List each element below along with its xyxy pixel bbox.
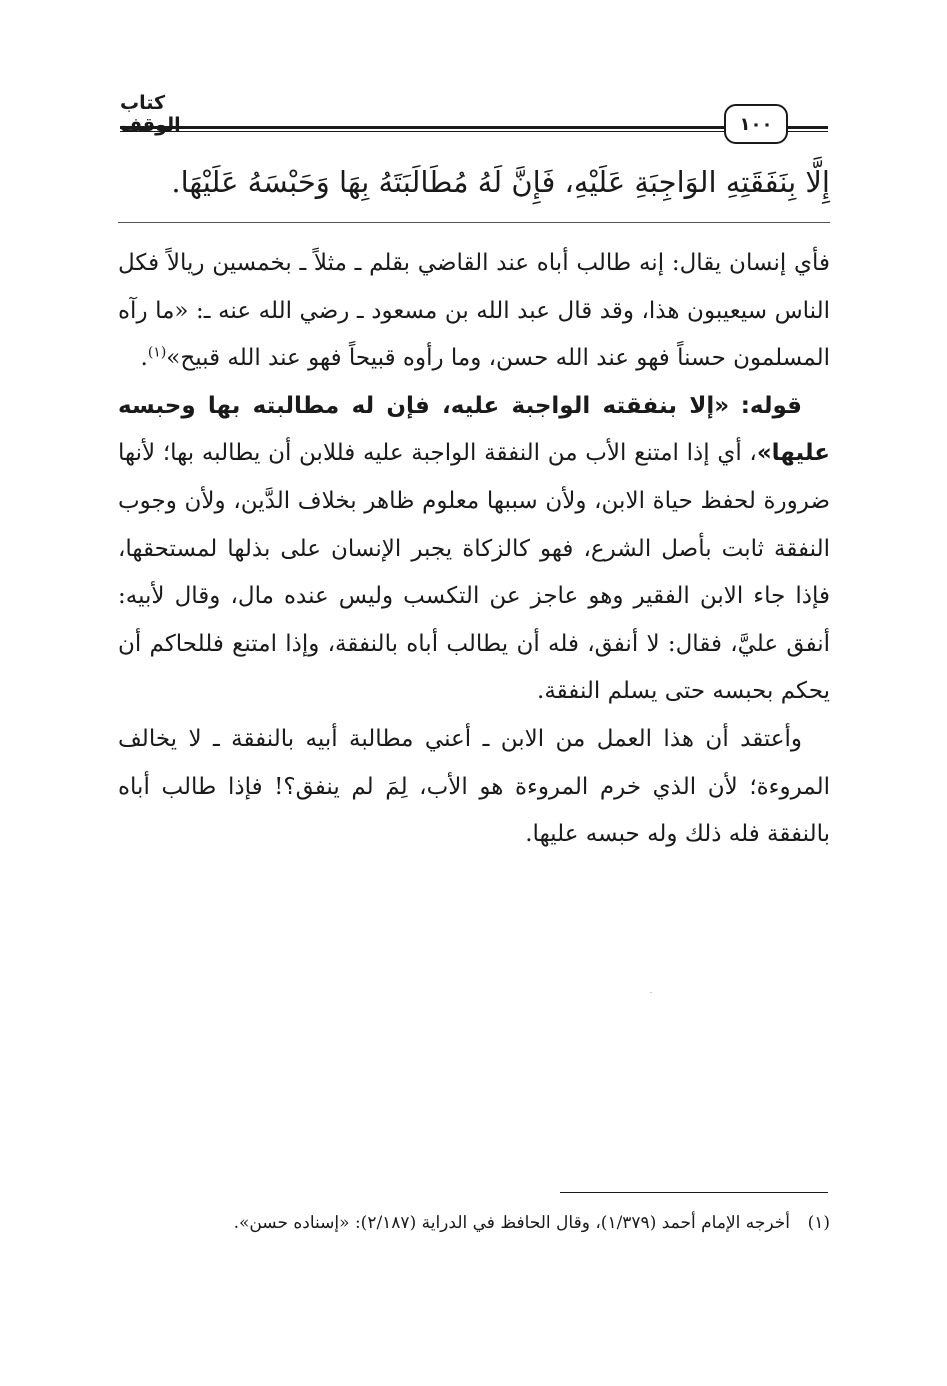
header-rule-right [786,126,828,132]
paragraph-2-text: ، أي إذا امتنع الأب من النفقة الواجبة عليه فللابن أن يطالبه بها؛ لأنها ضرورة لحفظ حياة الابن، ولأن سببها معلوم ظاهر بخلاف الدَّين، ولأن وجوب النفقة ثابت بأصل الشرع، فهو كالزكاة يجبر الإنسان على بذلها لمستحقها، فإذا جاء الابن الفقير وهو عاجز عن التكسب وليس عنده مال، وقال لأبيه: أنفق عليَّ، فقال: لا أنفق، فله أن يطالب أباه بالنفقة، وإذا امتنع فللحاكم أن يحكم بحبسه حتى يسلم النفقة. [118,440,830,705]
footnote-separator-rule [560,1192,828,1193]
footnote-ref: (١) [147,344,167,361]
paragraph-3: وأعتقد أن هذا العمل من الابن ـ أعني مطالبة أبيه بالنفقة ـ لا يخالف المروءة؛ لأن الذي خرم المروءة هو الأب، لِمَ لم ينفق؟! فإذا طالب أباه بالنفقة فله ذلك وله حبسه عليها. [118,725,830,848]
running-header-title: كتاب الوقف [120,92,181,136]
paragraph-2 [118,383,830,716]
footnote-text: أخرجه الإمام أحمد (١/٣٧٩)، وقال الحافظ في الدراية (٢/١٨٧): «إسناده حسن». [233,1213,790,1233]
commentary-body [118,240,830,859]
paragraph-2-lead: قوله: [740,392,802,419]
page-number-badge: ١٠٠ [724,104,788,144]
matn-text: إِلَّا بِنَفَقَتِهِ الوَاجِبَةِ عَلَيْهِ، فَإِنَّ لَهُ مُطَالَبَتَهُ بِهَا وَحَبْسَهُ عَلَيْهَا. [171,165,830,199]
paragraph-1-end: . [140,345,148,372]
header-rule-left [120,126,726,132]
scan-speck [650,992,652,993]
paragraph-2-quote: «إلا بنفقته الواجبة عليه، فإن له مطالبته بها وحبسه عليها» [118,392,830,467]
footnote-item [118,1206,830,1240]
paragraph-1-text: فأي إنسان يقال: إنه طالب أباه عند القاضي بقلم ـ مثلاً ـ بخمسين ريالاً فكل الناس سيعيبون هذا، وقد قال عبد الله بن مسعود ـ رضي الله عنه ـ: «ما رآه المسلمون حسناً فهو عند الله حسن، وما رأوه قبيحاً فهو عند الله قبيح» [118,250,830,372]
footnotes [118,1206,830,1240]
paragraph-1 [118,240,830,383]
footnote-number: (١) [807,1213,830,1233]
matn-separator-rule [118,222,830,223]
